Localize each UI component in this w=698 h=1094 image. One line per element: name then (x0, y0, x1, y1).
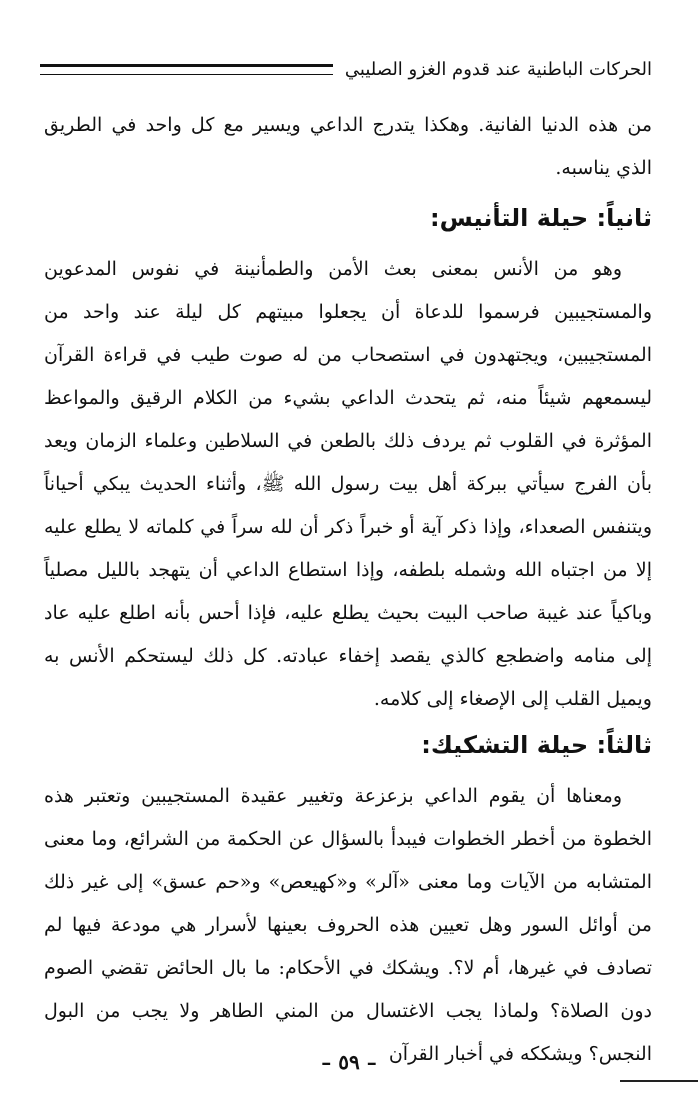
section-heading-tashkik: ثالثاً: حيلة التشكيك: (421, 731, 652, 759)
paragraph-taanis: وهو من الأنس بمعنى بعث الأمن والطمأنينة في نفوس المدعوين والمستجيبين فرسموا للدعاة أن يجعلوا مبيتهم كل ليلة عند واحد من المستجيبين، ويجتهدون في استصحاب من له صوت طيب في قراءة القرآن ليسمعهم شيئاً منه، ثم يتحدث الداعي بشيء من الكلام الرقيق والمواعظ المؤثرة في القلوب ثم يردف ذلك بالطعن في السلاطين وعلماء الزمان ويعد بأن الفرج سيأتي ببركة أهل بيت رسول الله ﷺ، وأثناء الحديث يبكي أحياناً ويتنفس الصعداء، وإذا ذكر آية أو خبراً ذكر أن لله سراً في كلماته لا يطلع عليه إلا من اجتباه الله وشمله بلطفه، وإذا استطاع الداعي أن يتهجد بالليل مصلياً وباكياً عند غيبة صاحب البيت بحيث يطلع عليه، فإذا أحس بأنه اطلع عليه عاد إلى منامه واضطجع كالذي يقصد إخفاء عبادته. كل ذلك ليستحكم الأنس به ويميل القلب إلى الإصغاء إلى كلامه. (44, 258, 652, 710)
paragraph-tashkik: ومعناها أن يقوم الداعي بزعزعة وتغيير عقيدة المستجيبين وتعتبر هذه الخطوة من أخطر الخطوات فيبدأ بالسؤال عن الحكمة من الشرائع، وما معنى المتشابه من الآيات وما معنى «آلر» و«كهيعص» و«حم عسق» إلى غير ذلك من أوائل السور وهل تعيين هذه الحروف بعينها لأسرار هي مودعة فيها لم تصادف في غيرها، أم لا؟. ويشكك في الأحكام: ما بال الحائض تقضي الصوم دون الصلاة؟ ولماذا يجب الاغتسال من المني الطاهر ولا يجب من البول النجس؟ ويشككه في أخبار القرآن (44, 785, 652, 1065)
header-rule (40, 64, 333, 75)
running-header-title: الحركات الباطنية عند قدوم الغزو الصليبي (344, 58, 652, 80)
section-heading-taanis: ثانياً: حيلة التأنيس: (430, 204, 652, 232)
page-number: – ٥٩ – (321, 1050, 377, 1074)
body-text (44, 104, 652, 1076)
paragraph-continuation: من هذه الدنيا الفانية. وهكذا يتدرج الداعي ويسير مع كل واحد في الطريق الذي يناسبه. (44, 114, 652, 179)
running-header (40, 52, 652, 86)
